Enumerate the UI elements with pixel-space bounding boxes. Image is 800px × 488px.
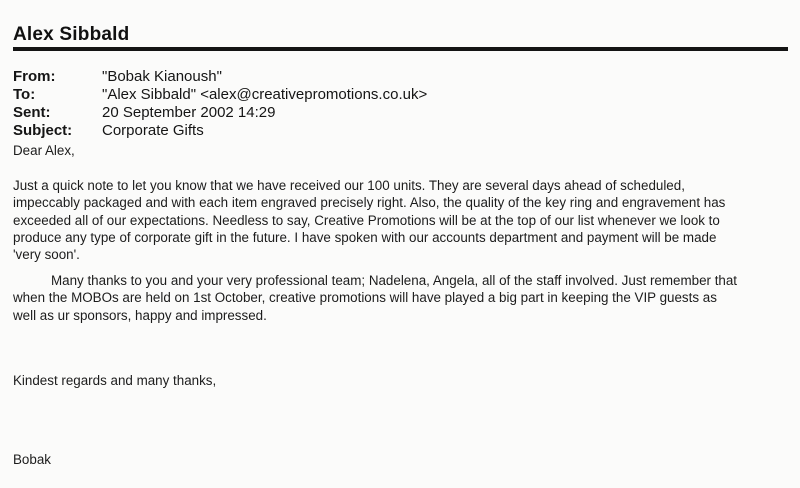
from-value: "Bobak Kianoush" <box>102 68 222 85</box>
signature-name: Bobak <box>13 452 51 467</box>
paragraph-1-line: impeccably packaged and with each item engraved precisely right. Also, the quality of the key ring and engravement has <box>13 195 726 211</box>
closing-line: Kindest regards and many thanks, <box>13 373 217 388</box>
sent-value: 20 September 2002 14:29 <box>102 104 276 121</box>
subject-label: Subject: <box>13 122 73 139</box>
paragraph-1-line: 'very soon'. <box>13 247 80 263</box>
paragraph-2-line: when the MOBOs are held on 1st October, creative promotions will have played a big part in keeping the VIP guests as <box>13 290 717 306</box>
paragraph-1-line: produce any type of corporate gift in the future. I have spoken with our accounts department and payment will be made <box>13 229 717 245</box>
paragraph-2-line: well as ur sponsors, happy and impressed. <box>13 307 267 323</box>
subject-value: Corporate Gifts <box>102 122 204 139</box>
paragraph-1 <box>13 177 788 263</box>
paragraph-2-line: Many thanks to you and your very professional team; Nadelena, Angela, all of the staff involved. Just remember that <box>51 273 738 288</box>
paragraph-2 <box>13 272 788 324</box>
recipient-name-heading: Alex Sibbald <box>13 24 130 45</box>
to-value: "Alex Sibbald" <alex@creativepromotions.co.uk> <box>102 86 428 103</box>
from-label: From: <box>13 68 56 85</box>
paragraph-1-line: exceeded all of our expectations. Needless to say, Creative Promotions will be at the top of our list whenever we look to <box>13 212 720 228</box>
to-label: To: <box>13 86 36 103</box>
paragraph-1-line: Just a quick note to let you know that we have received our 100 units. They are several days ahead of scheduled, <box>13 178 685 193</box>
sent-label: Sent: <box>13 104 51 121</box>
heading-rule <box>13 47 788 51</box>
greeting: Dear Alex, <box>13 143 75 158</box>
